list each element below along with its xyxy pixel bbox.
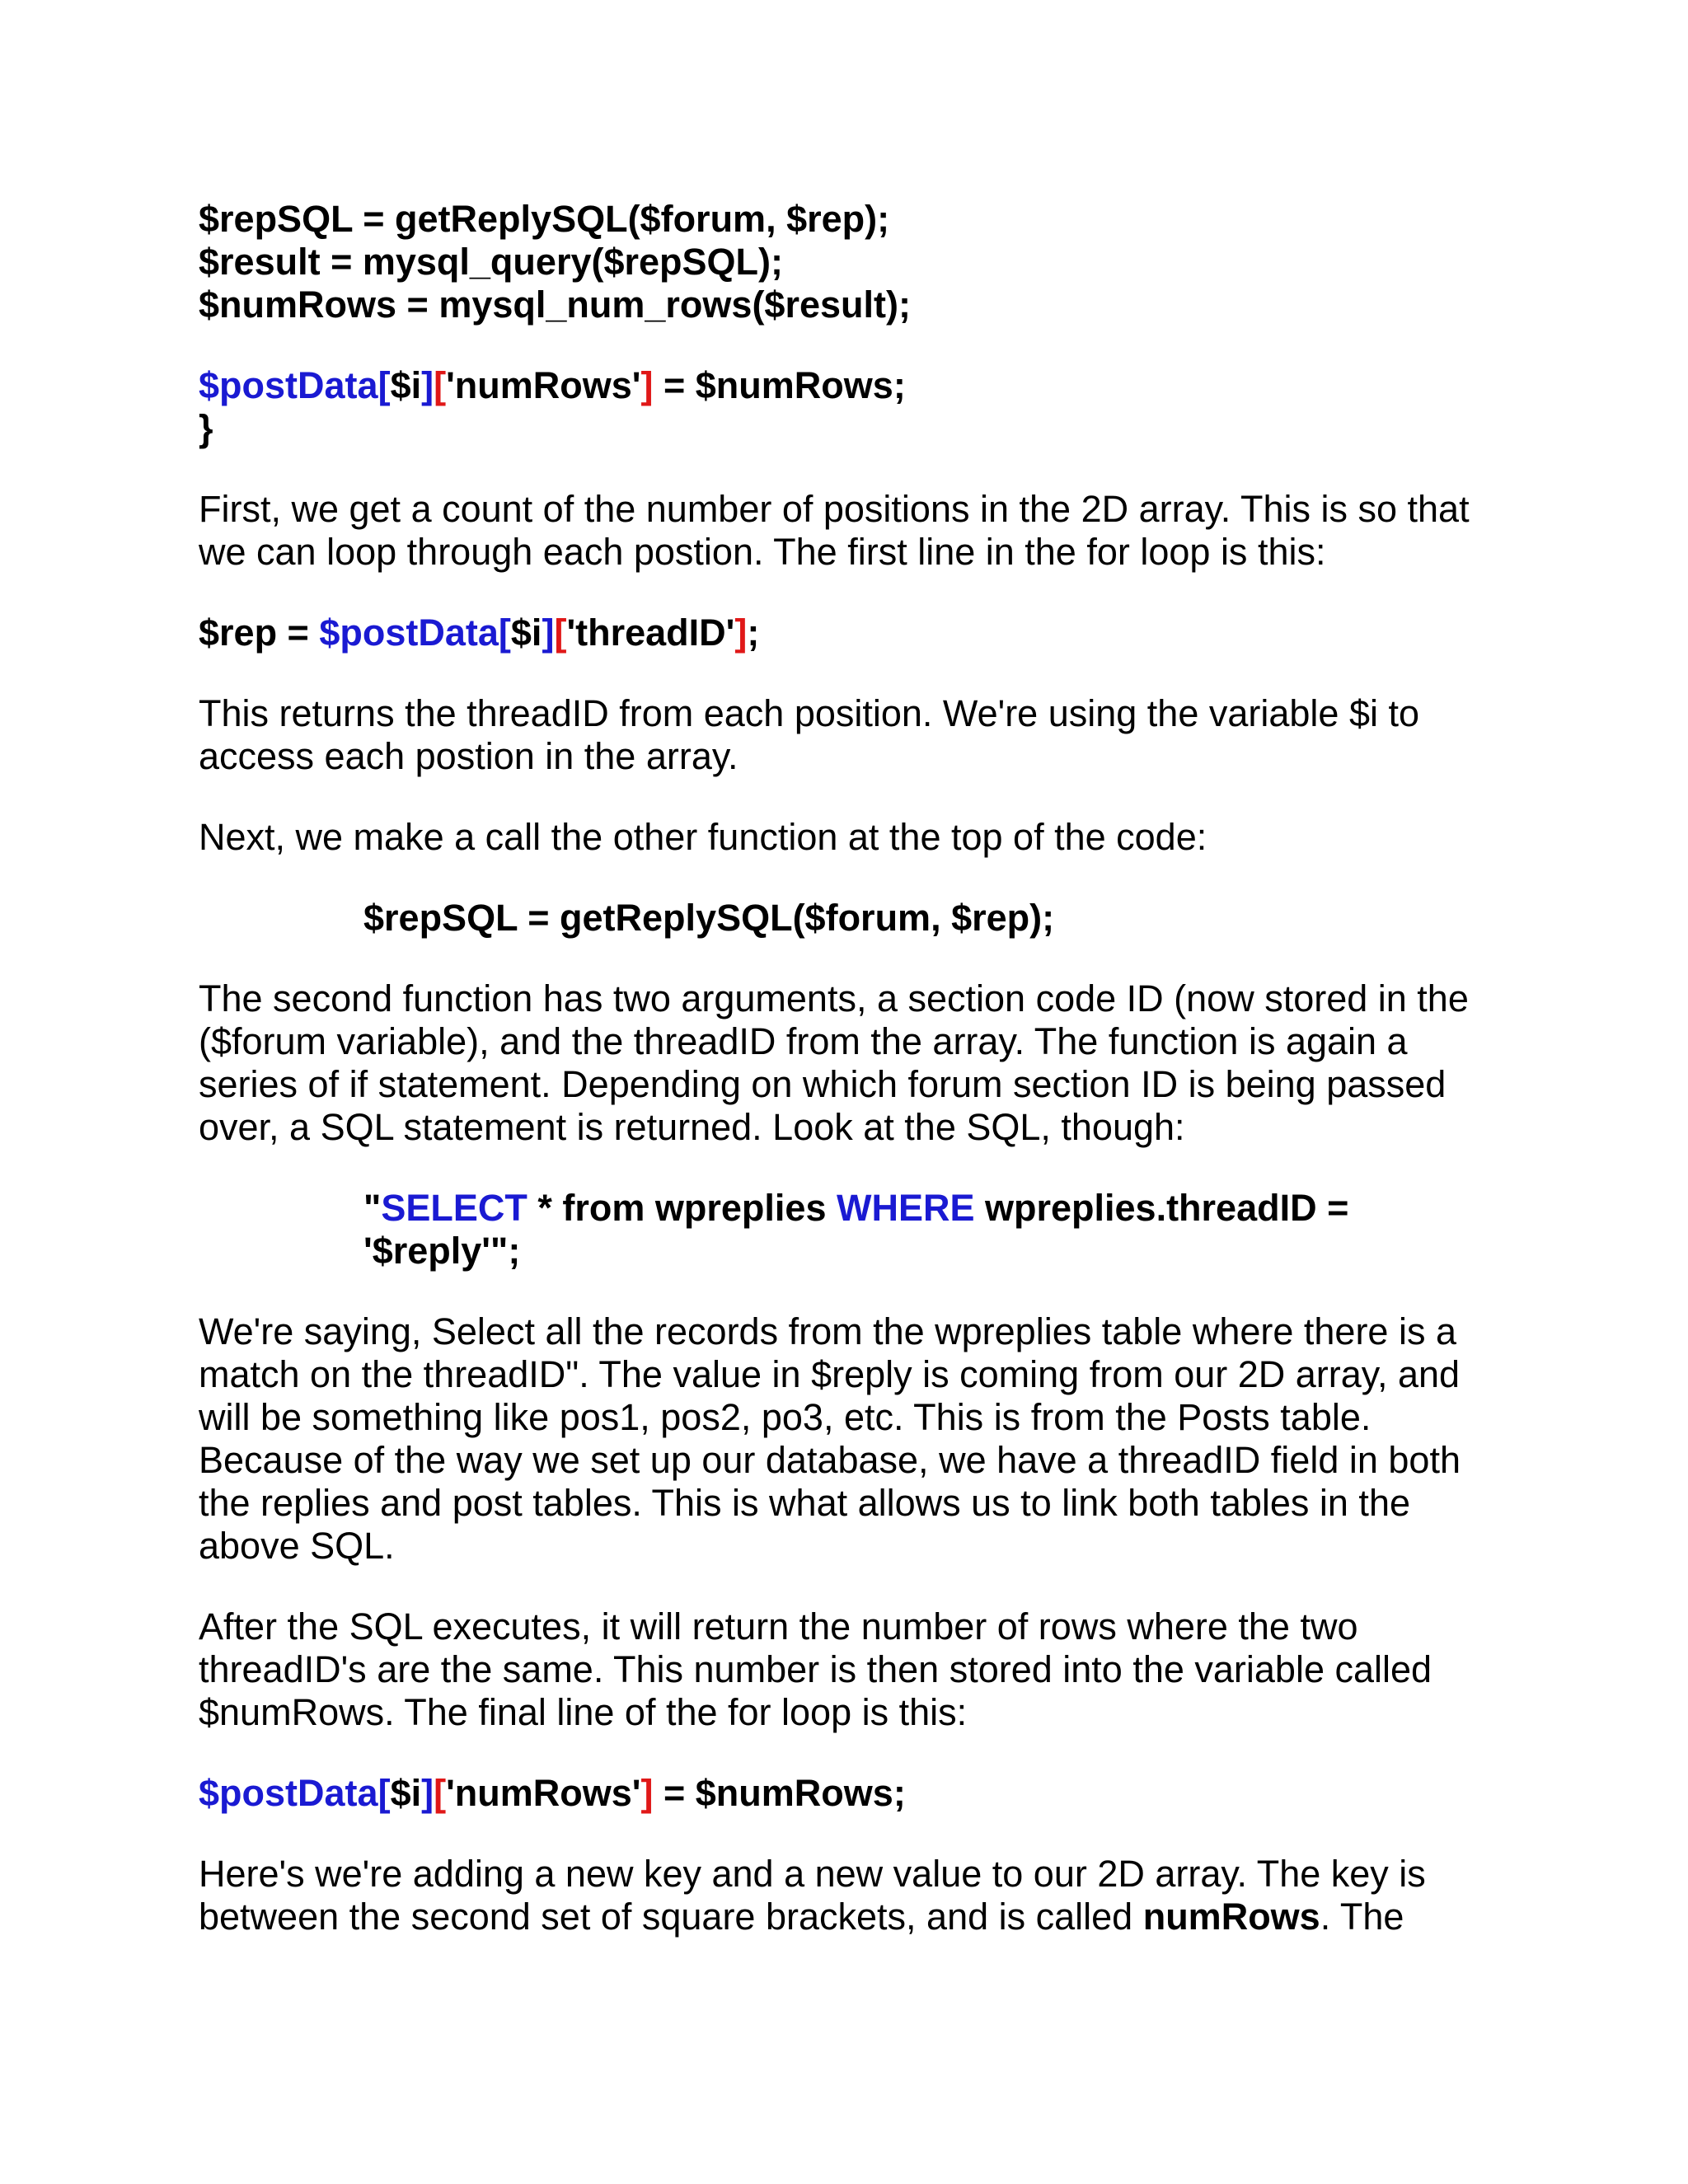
code-line-call [199,897,1484,940]
code-key: 'numRows' [446,364,641,406]
code-text: * from wpreplies [527,1187,837,1229]
document-page [199,198,1484,1938]
paragraph-line [199,1896,1484,1938]
sql-keyword-where: WHERE [836,1187,975,1229]
code-end: ; [747,612,760,654]
code-bracket: ] [640,1772,654,1814]
paragraph [199,1605,1484,1734]
code-bracket: [ [377,1772,391,1814]
code-bracket: ] [421,364,434,406]
code-block-reply-sql [199,198,1484,326]
paragraph-line: First, we get a count of the number of positions in the 2D array. This is so that [199,488,1470,530]
code-index: $i [510,612,542,654]
code-bracket: [ [498,612,511,654]
code-text: wpreplies.threadID = [974,1187,1349,1229]
code-bracket: [ [434,1772,447,1814]
code-line: $repSQL = getReplySQL($forum, $rep); [363,897,1055,939]
code-index: $i [390,1772,422,1814]
code-line-rep [199,612,1484,654]
code-block-postdata-assign [199,364,1484,450]
code-line [363,1187,1484,1230]
code-variable: $postData [319,612,499,654]
paragraph-line: We're saying, Select all the records from the wpreplies table where there is a [199,1310,1456,1352]
bold-term: numRows [1142,1896,1320,1938]
code-quote: " [363,1187,382,1229]
code-line: $numRows = mysql_num_rows($result); [199,284,911,326]
code-line [199,364,1484,407]
code-line [199,1772,1484,1815]
code-bracket: ] [421,1772,434,1814]
code-sql-statement [199,1187,1484,1272]
code-closing-brace: } [199,407,213,449]
paragraph [199,977,1484,1149]
code-variable: $postData [199,364,378,406]
paragraph-line: Because of the way we set up our database, we have a threadID field in both [199,1439,1461,1481]
paragraph-line: The second function has two arguments, a section code ID (now stored in the [199,977,1469,1019]
code-line: $repSQL = getReplySQL($forum, $rep); [199,198,890,240]
paragraph-line: match on the threadID". The value in $reply is coming from our 2D array, and [199,1353,1461,1395]
code-bracket: [ [554,612,567,654]
code-bracket: ] [542,612,555,654]
code-line-final [199,1772,1484,1815]
paragraph-line: threadID's are the same. This number is then stored into the variable called [199,1648,1432,1690]
code-bracket: ] [640,364,654,406]
code-bracket: [ [434,364,447,406]
paragraph-line: the replies and post tables. This is what allows us to link both tables in the [199,1482,1410,1524]
paragraph-line: ($forum variable), and the threadID from the array. The function is again a [199,1020,1408,1062]
code-line: '$reply'"; [363,1230,521,1272]
paragraph-line: After the SQL executes, it will return the number of rows where the two [199,1605,1358,1647]
paragraph-line: we can loop through each postion. The first line in the for loop is this: [199,531,1326,573]
code-index: $i [390,364,422,406]
code-rest: = $numRows; [653,364,906,406]
paragraph-line: series of if statement. Depending on which forum section ID is being passed [199,1063,1447,1105]
code-prefix: $rep = [199,612,320,654]
paragraph-line: This returns the threadID from each position. We're using the variable $i to [199,692,1420,734]
paragraph-line: over, a SQL statement is returned. Look at the SQL, though: [199,1106,1185,1148]
paragraph-text: . The [1320,1896,1404,1938]
paragraph-line: above SQL. [199,1525,395,1567]
paragraph-line: will be something like pos1, pos2, po3, etc. This is from the Posts table. [199,1396,1372,1438]
paragraph [199,488,1484,574]
code-bracket: [ [377,364,391,406]
paragraph-text: between the second set of square brackets, and is called [199,1896,1143,1938]
paragraph [199,692,1484,778]
paragraph-line: access each postion in the array. [199,735,738,777]
paragraph [199,1310,1484,1568]
code-line [199,612,1484,654]
code-bracket: ] [734,612,748,654]
paragraph-line: $numRows. The final line of the for loop is this: [199,1691,968,1733]
code-key: 'threadID' [566,612,735,654]
code-variable: $postData [199,1772,378,1814]
paragraph-line: Here's we're adding a new key and a new value to our 2D array. The key is [199,1853,1426,1895]
paragraph [199,816,1484,859]
paragraph [199,1853,1484,1938]
paragraph-line: Next, we make a call the other function at the top of the code: [199,816,1207,858]
code-line: $result = mysql_query($repSQL); [199,241,783,283]
code-key: 'numRows' [446,1772,641,1814]
code-rest: = $numRows; [653,1772,906,1814]
sql-keyword-select: SELECT [381,1187,528,1229]
